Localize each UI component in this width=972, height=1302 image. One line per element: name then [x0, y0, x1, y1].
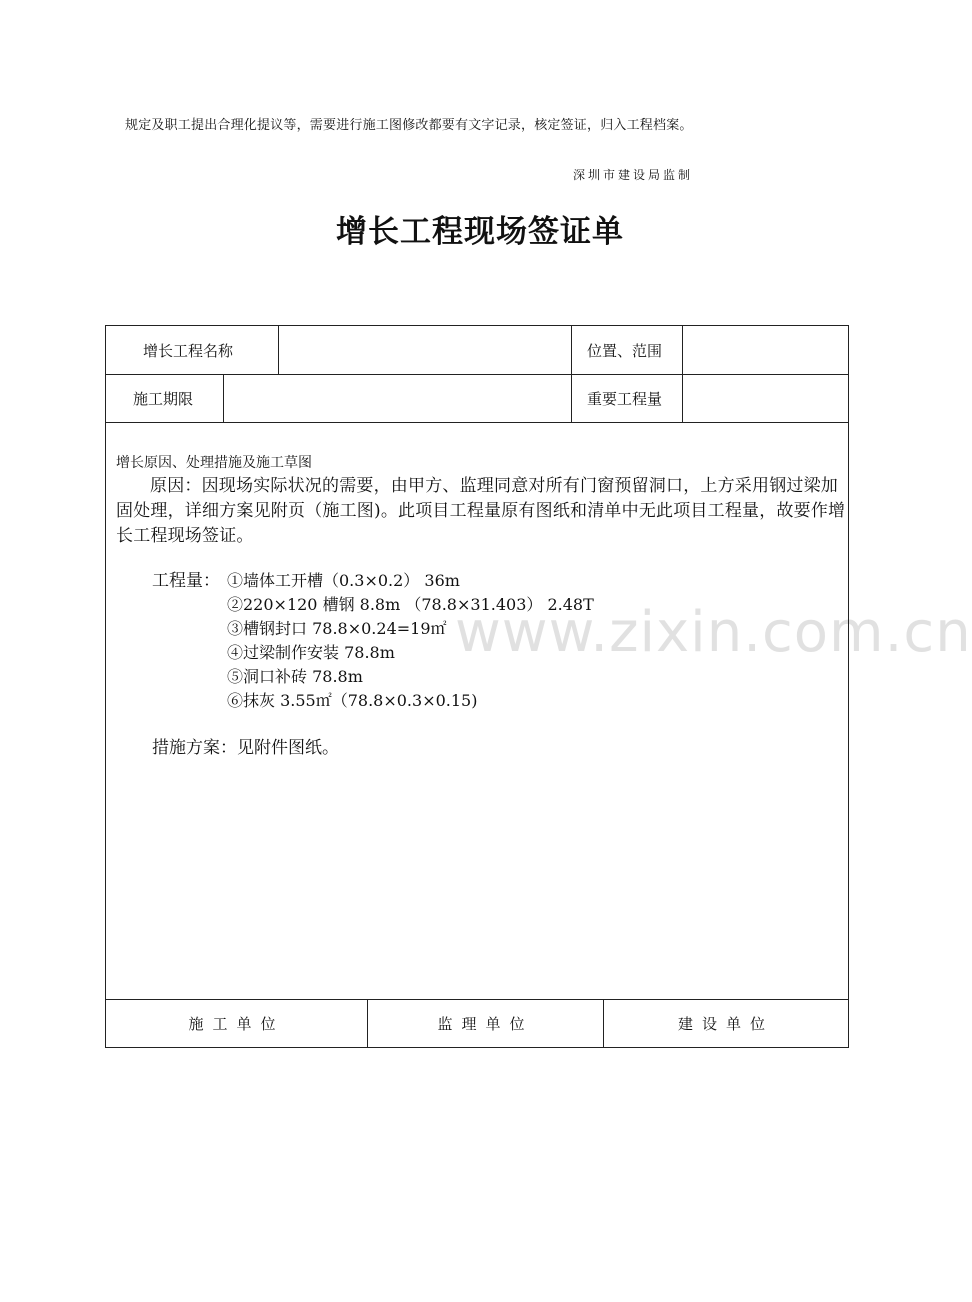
quantity-item: ③槽钢封口 78.8×0.24=19㎡	[227, 619, 447, 638]
quantity-item: ④过梁制作安装 78.8m	[227, 643, 395, 662]
change-order-form	[105, 325, 849, 1048]
project-name-label: 增长工程名称	[143, 342, 234, 360]
quantity-item: ⑥抹灰 3.55㎡（78.8×0.3×0.15)	[227, 691, 478, 710]
major-quantity-label: 重要工程量	[587, 390, 663, 408]
construction-period-label: 施工期限	[133, 390, 194, 408]
major-quantity-field[interactable]	[683, 375, 848, 422]
supervision-unit-label: 监理单位	[437, 1015, 534, 1033]
quantity-list	[116, 569, 846, 713]
watermark: www.zixin.com.cn	[455, 600, 972, 665]
page-title: 增长工程现场签证单	[336, 214, 624, 250]
quantity-item: ②220×120 槽钢 8.8m （78.8×31.403） 2.48T	[227, 595, 594, 614]
quantity-item: ⑤洞口补砖 78.8m	[227, 667, 363, 686]
project-name-field[interactable]	[279, 326, 570, 374]
section-label: 增长原因、处理措施及施工草图	[116, 455, 312, 471]
change-details	[116, 450, 846, 758]
owner-unit-label: 建设单位	[677, 1015, 774, 1033]
quantity-item: ①墙体工开槽（0.3×0.2） 36m	[227, 571, 460, 590]
construction-unit-label: 施工单位	[188, 1015, 285, 1033]
reason-paragraph: 原因：因现场实际状况的需要，由甲方、监理同意对所有门窗预留洞口，上方采用钢过梁加固处理，详细方案见附页（施工图)。此项目工程量原有图纸和清单中无此项目工程量，故要作增长工程现场签证。	[116, 476, 846, 546]
measures-text: 措施方案：见附件图纸。	[152, 738, 339, 758]
construction-period-field[interactable]	[224, 375, 570, 422]
issuing-authority: 深圳市建设局监制	[573, 168, 694, 182]
intro-text: 规定及职工提出合理化提议等，需要进行施工图修改都要有文字记录，核定签证，归入工程档案。	[125, 118, 693, 133]
location-scope-label: 位置、范围	[587, 342, 663, 360]
quantity-label: 工程量：	[152, 571, 220, 591]
location-scope-field[interactable]	[683, 326, 848, 374]
